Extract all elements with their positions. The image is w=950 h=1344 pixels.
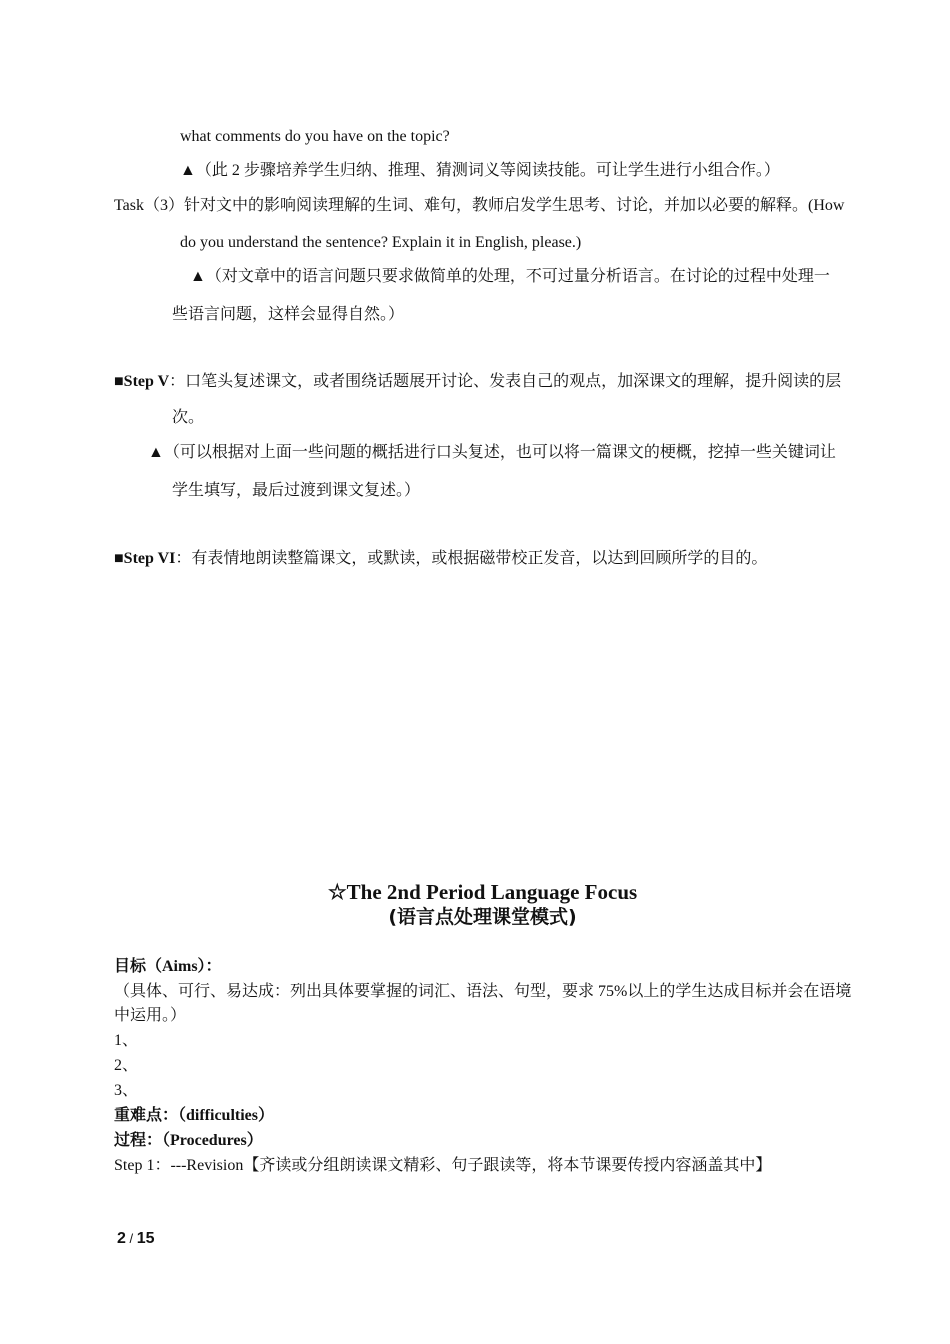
step5-text: ：口笔头复述课文，或者围绕话题展开讨论、发表自己的观点，加深课文的理解，提升阅读的层 — [169, 373, 842, 390]
aims-text: （具体、可行、易达成：列出具体要掌握的词汇、语法、句型，要求 75%以上的学生达成目标并会在语境 — [114, 983, 852, 1000]
step5-note: ▲（可以根据对上面一些问题的概括进行口头复述，也可以将一篇课文的梗概，挖掉一些关键词让 — [148, 444, 836, 461]
task3-line: Task（3）针对文中的影响阅读理解的生词、难句，教师启发学生思考、讨论，并加以必要的解释。(How — [114, 197, 845, 214]
page-number — [117, 1229, 155, 1249]
procedures-label: 过程：（Procedures） — [114, 1132, 263, 1149]
page-current: 2 — [117, 1230, 126, 1247]
step5-note-cont: 学生填写，最后过渡到课文复述。） — [172, 482, 421, 499]
step1-line: Step 1：---Revision【齐读或分组朗读课文精彩、句子跟读等，将本节课要传授内容涵盖其中】 — [114, 1157, 772, 1174]
note-line-cont: 些语言问题，这样会显得自然。） — [172, 306, 405, 323]
step5-paragraph — [114, 372, 841, 392]
step5-text-cont: 次。 — [172, 409, 205, 426]
list-item: 2、 — [114, 1057, 139, 1074]
task3-line-cont: do you understand the sentence? Explain it in English, please.) — [180, 234, 582, 251]
page-separator: / — [125, 1231, 137, 1246]
page-total: 15 — [136, 1230, 155, 1247]
period-title: ☆The 2nd Period Language Focus — [327, 880, 638, 904]
note-line: ▲（此 2 步骤培养学生归纳、推理、猜测词义等阅读技能。可让学生进行小组合作。） — [180, 162, 780, 179]
aims-text-cont: 中运用。） — [114, 1007, 187, 1024]
step6-text: ：有表情地朗读整篇课文，或默读，或根据磁带校正发音，以达到回顾所学的目的。 — [175, 550, 768, 567]
note-line: ▲（对文章中的语言问题只要求做简单的处理，不可过量分析语言。在讨论的过程中处理一 — [190, 268, 830, 285]
list-item: 1、 — [114, 1032, 139, 1049]
period-subtitle: (语言点处理课堂模式) — [388, 906, 577, 928]
step6-paragraph — [114, 549, 767, 569]
aims-label: 目标（Aims）： — [114, 958, 222, 975]
list-item: 3、 — [114, 1082, 139, 1099]
step5-label: ■Step V — [114, 373, 170, 390]
difficulties-label: 重难点：（difficulties） — [114, 1107, 274, 1124]
step6-label: ■Step VI — [114, 550, 176, 567]
text-line: what comments do you have on the topic? — [180, 128, 450, 145]
